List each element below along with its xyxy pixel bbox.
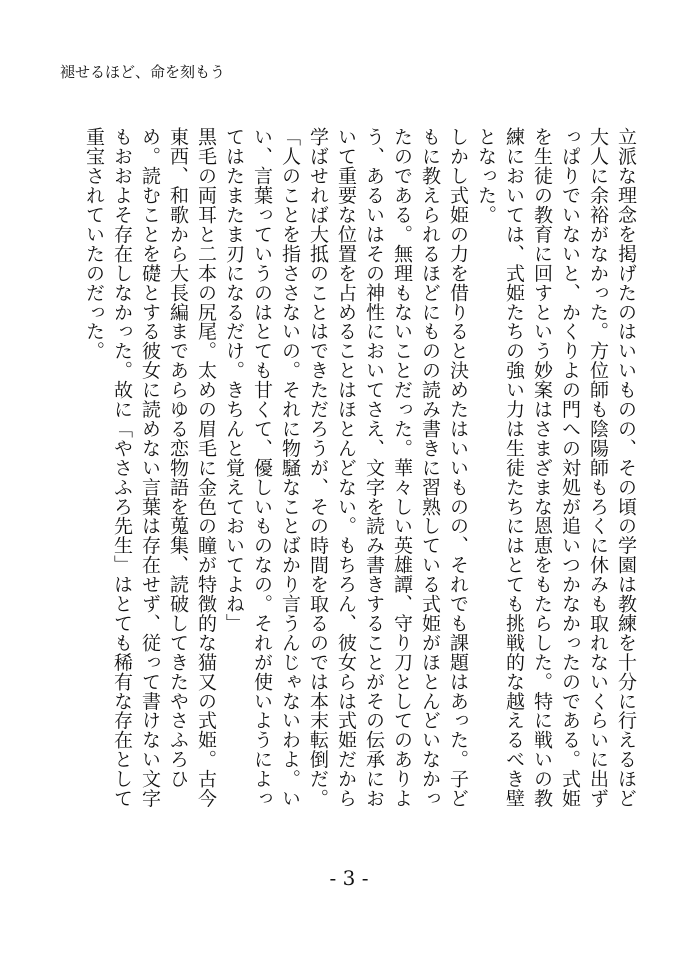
body-text-vertical <box>80 127 640 827</box>
paragraph: しかし式姫の力を借りると決めたはいいものの、それでも課題はあった。子どもに教えられるほどにものの読み書きに習熟している式姫がほとんどいなかったのである。無理もないことだった。華々しい英雄譚、守り刀としてのありよう、あるいはその神性においてさえ、文字を読み書きすることがその伝承において重要な位置を占めることはほとんどない。もちろん、彼女らは式姫だから学ばせれば大抵のことはできただろうが、その時間を取るのでは本末転倒だ。 <box>307 127 469 808</box>
running-header-title: 褪せるほど、命を刻もう <box>60 63 226 81</box>
paragraph: 黒毛の両耳と二本の尻尾。太めの眉毛に金色の瞳が特徴的な猫又の式姫。古今東西、和歌から大長編まであらゆる恋物語を蒐集、読破してきたやさふろひめ。読むことを礎とする彼女に読めない言葉は存在せず、従って書けない文字もおおよそ存在しなかった。故に「やさふろ先生」はとても稀有な存在として重宝されていたのだった。 <box>83 127 217 808</box>
paragraph: 「人のことを指ささないの。それに物騒なことばかり言うんじゃないわよ。いい、言葉っていうのはとても甘くて、優しいものなの。それが使いようによってはたまたま刃になるだけ。きちんと覚えておいてよね」 <box>223 127 301 808</box>
paragraph: 立派な理念を掲げたのはいいものの、その頃の学園は教練を十分に行えるほど大人に余裕がなかった。方位師も陰陽師もろくに休みも取れないくらいに出ずっぱりでいないと、かくりよの門への対処が追いつかなかったのである。式姫を生徒の教育に回すという妙案はさまざまな恩恵をもたらした。特に戦いの教練においては、式姫たちの強い力は生徒たちにはとても挑戦的な越えるべき壁となった。 <box>475 127 637 808</box>
page-number: - 3 - <box>329 866 369 890</box>
